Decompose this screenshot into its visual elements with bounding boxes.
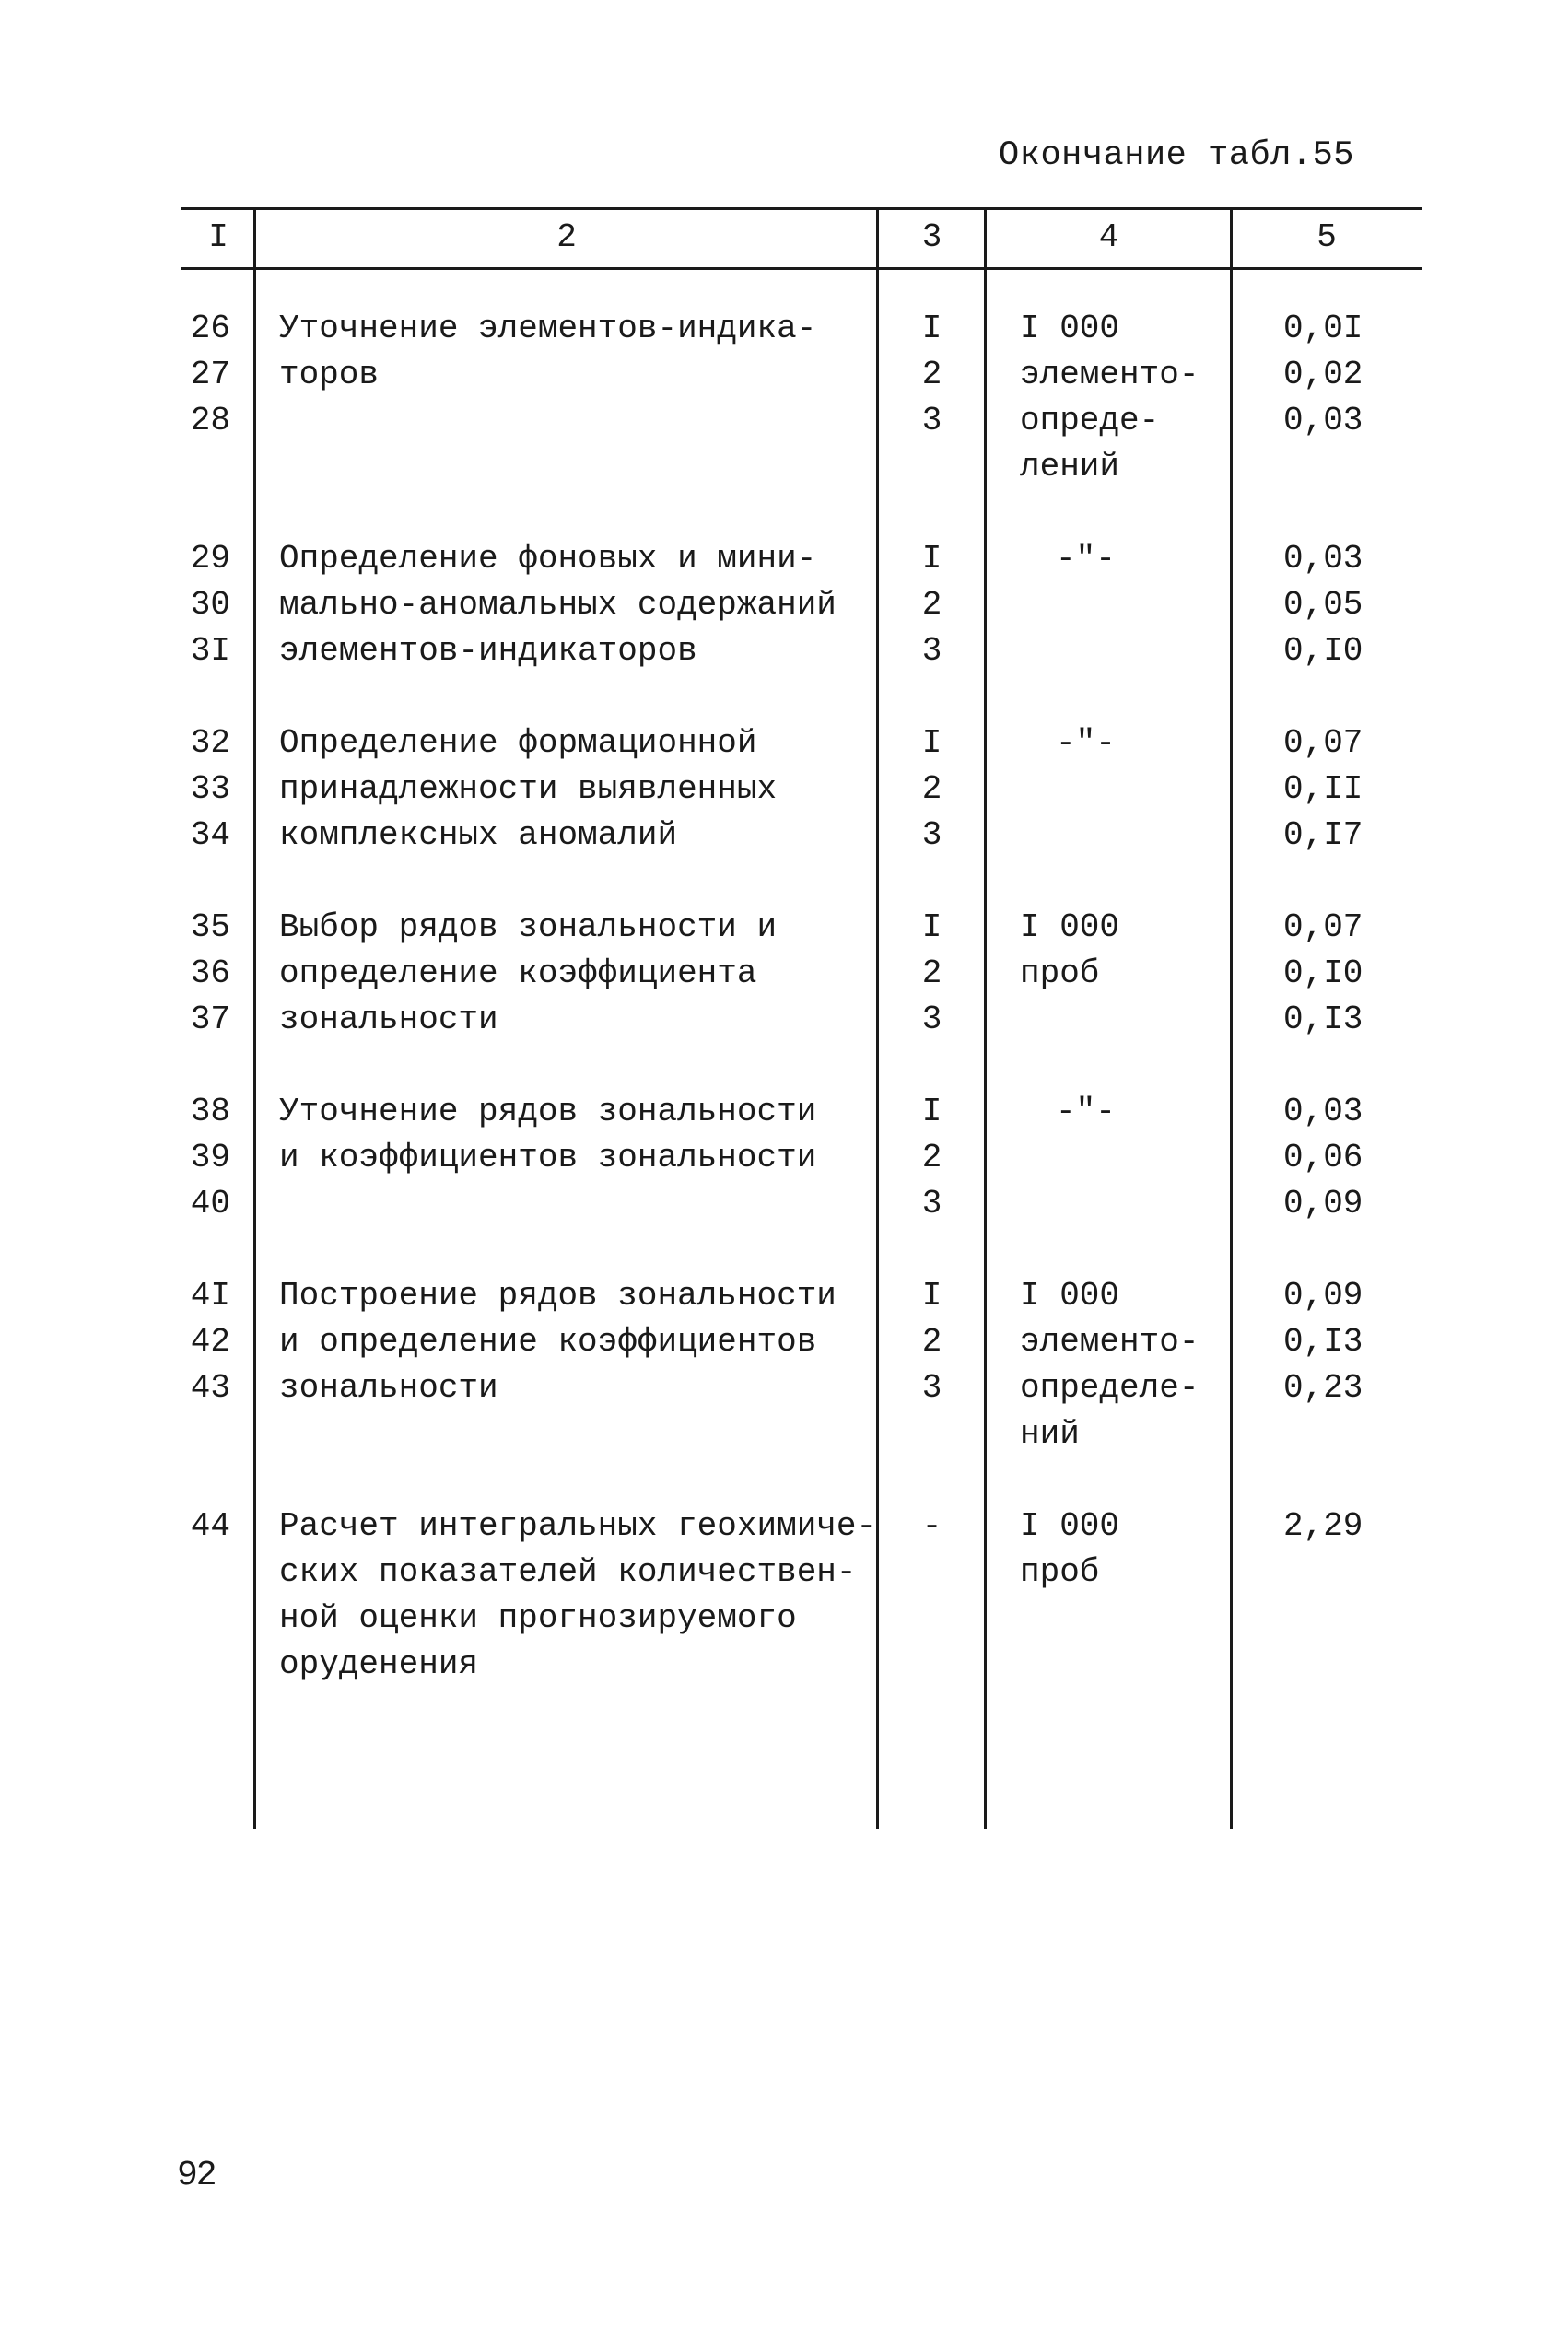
header-cell-4: 4 (1098, 218, 1119, 256)
work-description: Определение фоновых и мини- мально-аномальных содержаний элементов-индикаторов (279, 540, 837, 670)
table-row (181, 1273, 1422, 1457)
measure-unit: I 000 проб (1020, 1507, 1120, 1591)
work-description: Расчет интегральных геохимиче- ских показателей количествен- ной оценки прогнозируемого оруденения (279, 1507, 877, 1683)
row-numbers: 26 27 28 (190, 310, 230, 439)
complexity-categories: I 2 3 (921, 540, 942, 670)
table-continuation-caption: Окончание табл.55 (999, 136, 1354, 175)
measure-unit: I 000 элементо- определе- ний (1020, 1277, 1199, 1453)
complexity-categories: I 2 3 (921, 1093, 942, 1222)
table-row (181, 720, 1422, 859)
ditto-mark: -"- (1056, 540, 1116, 578)
table-row (181, 1089, 1422, 1227)
complexity-categories: I 2 3 (921, 310, 942, 439)
norm-values: 0,09 0,I3 0,23 (1283, 1277, 1363, 1407)
table-row (181, 1503, 1422, 1688)
norm-values: 0,07 0,I0 0,I3 (1283, 908, 1363, 1038)
header-cell-5: 5 (1316, 218, 1337, 256)
header-cell-3: 3 (921, 218, 942, 256)
measure-unit: I 000 проб (1020, 908, 1120, 992)
norms-table (181, 207, 1422, 1831)
work-description: Уточнение рядов зональности и коэффициентов зональности (279, 1093, 817, 1176)
row-numbers: 32 33 34 (190, 724, 230, 854)
work-description: Выбор рядов зональности и определение коэффициента зональности (279, 908, 778, 1038)
header-cell-1: I (208, 218, 228, 256)
ditto-mark: -"- (1056, 1093, 1116, 1130)
table-row (181, 536, 1422, 674)
norm-values: 0,03 0,06 0,09 (1283, 1093, 1363, 1222)
norm-values: 0,0I 0,02 0,03 (1283, 310, 1363, 439)
row-numbers: 35 36 37 (190, 908, 230, 1038)
complexity-categories: - (921, 1507, 942, 1545)
table-row (181, 306, 1422, 490)
row-numbers: 44 (190, 1507, 230, 1545)
table-row (181, 905, 1422, 1043)
norm-values: 0,07 0,II 0,I7 (1283, 724, 1363, 854)
ditto-mark: -"- (1056, 724, 1116, 762)
work-description: Определение формационной принадлежности выявленных комплексных аномалий (279, 724, 778, 854)
norm-values: 2,29 (1283, 1507, 1363, 1545)
measure-unit: I 000 элементо- опреде- лений (1020, 310, 1199, 485)
norm-values: 0,03 0,05 0,I0 (1283, 540, 1363, 670)
row-numbers: 4I 42 43 (190, 1277, 230, 1407)
table-body (181, 306, 1422, 1688)
row-numbers: 38 39 40 (190, 1093, 230, 1222)
table-header-row (181, 207, 1422, 268)
complexity-categories: I 2 3 (921, 908, 942, 1038)
complexity-categories: I 2 3 (921, 1277, 942, 1407)
work-description: Уточнение элементов-индика- торов (279, 310, 817, 393)
work-description: Построение рядов зональности и определение коэффициентов зональности (279, 1277, 837, 1407)
row-numbers: 29 30 3I (190, 540, 230, 670)
page-number: 92 (177, 2156, 216, 2195)
header-cell-2: 2 (556, 218, 577, 256)
complexity-categories: I 2 3 (921, 724, 942, 854)
